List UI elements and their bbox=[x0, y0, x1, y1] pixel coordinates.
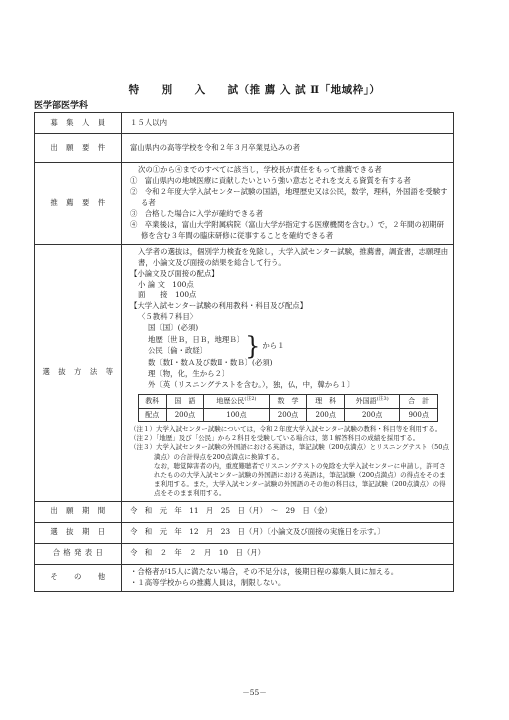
other-item: ・１高等学校からの推薦人員は，制限しない。 bbox=[130, 577, 286, 587]
value-exam-date: 令 和 元 年 12 月 23 日（月）〔小論文及び面接の実施日を示す。〕 bbox=[122, 522, 454, 543]
score-table bbox=[138, 394, 438, 422]
score-header-cell: 国 語 bbox=[166, 395, 204, 408]
selection-intro: 入学者の選抜は，個別学力検査を免除し，大学入試センター試験，推薦書，調査書，志願理由書，小論文及び面接の結果を総合して行う。 bbox=[138, 246, 449, 267]
score-header-cell: 合 計 bbox=[400, 395, 438, 408]
label-result-date: 合 格 発 表 日 bbox=[35, 543, 122, 564]
note-2: （注２）「地歴」及び「公民」から２科目を受験している場合は，第１解答科目の成績を採用する。 bbox=[130, 434, 420, 443]
score-header-cell: 数 学 bbox=[269, 395, 307, 408]
row-app-period bbox=[35, 501, 454, 522]
subject-choice-group bbox=[130, 331, 449, 361]
center-header: 【大学入試センター試験の利用教科・科目及び配点】 bbox=[130, 301, 308, 311]
score-header-text: 外国語 bbox=[355, 397, 377, 406]
value-selection bbox=[122, 244, 454, 501]
subject-civics: 公民〔倫・政経〕 bbox=[148, 346, 208, 356]
label-exam-date: 選 抜 期 日 bbox=[35, 522, 122, 543]
note-3: （注３）大学入試センター試験の外国語における英語は，筆記試験（200点満点）とリスニングテスト（50点満点）の合計得点を200点満点に換算する。 bbox=[130, 443, 449, 461]
score-cell: 900点 bbox=[400, 408, 438, 421]
department-heading: 医学部医学科 bbox=[34, 101, 89, 111]
value-result-date: 令 和 ２ 年 ２ 月 10 日（月） bbox=[122, 543, 454, 564]
subject-foreign: 外〔英（リスニングテストを含む。），独，仏，中，韓から１〕 bbox=[148, 380, 355, 390]
label-selection: 選 抜 方 法 等 bbox=[35, 244, 122, 501]
score-table-row bbox=[139, 408, 438, 421]
row-other bbox=[35, 564, 454, 591]
score-table-header bbox=[139, 395, 438, 408]
score-header-text: 地歴公民 bbox=[216, 397, 245, 406]
label-app-period: 出 願 期 間 bbox=[35, 501, 122, 522]
page-title: 特 別 入 試（推 薦 入 試 Ⅱ「地域枠」） bbox=[128, 84, 381, 96]
row-exam-date bbox=[35, 522, 454, 543]
score-cell: 100点 bbox=[204, 408, 269, 421]
value-app-period: 令 和 元 年 11 月 25 日（月） ～ 29 日（金） bbox=[122, 501, 454, 522]
note-3-continued: なお，聴覚障害者の内，重度難聴者でリスニングテストの免除を大学入試センターに申請し，許可されたものの大学入試センター試験の外国語における英語は，筆記試験（200点満点）の得点をそのまま利用する。また，大学入試センター試験の外国語のその他の科目は，筆記試験（200点満点）の得点をそのまま利用する。 bbox=[154, 461, 446, 498]
admission-table bbox=[34, 112, 454, 592]
subject-geo-history: 地歴〔世Ｂ，日Ｂ，地理Ｂ〕 bbox=[148, 335, 245, 345]
score-header-cell bbox=[204, 395, 269, 408]
value-eligibility: 富山県内の高等学校を令和２年３月卒業見込みの者 bbox=[122, 134, 454, 163]
other-item: ・合格者が15人に満たない場合，その不足分は，後期日程の募集人員に加える。 bbox=[130, 566, 399, 576]
label-quota: 募 集 人 員 bbox=[35, 113, 122, 134]
row-quota bbox=[35, 113, 454, 134]
score-cell: 200点 bbox=[269, 408, 307, 421]
row-eligibility bbox=[35, 134, 454, 163]
row-result-date bbox=[35, 543, 454, 564]
score-cell: 200点 bbox=[166, 408, 204, 421]
recommendation-item: ① 富山県内の地域医療に貢献したいという強い意志とそれを支える資質を有する者 bbox=[130, 175, 411, 185]
score-header-cell bbox=[345, 395, 400, 408]
value-quota: １５人以内 bbox=[122, 113, 454, 134]
subject-math: 数〔数Ⅰ・数Ａ及び数Ⅱ・数Ｂ〕(必須) bbox=[148, 358, 273, 368]
recommendation-intro: 次の①から④までのすべてに該当し，学校長が責任をもって推薦できる者 bbox=[138, 165, 382, 174]
value-recommendation bbox=[122, 163, 454, 245]
note-mark: (注2) bbox=[244, 396, 257, 403]
score-cell: 200点 bbox=[345, 408, 400, 421]
recommendation-item: ③ 合格した場合に入学が確約できる者 bbox=[130, 208, 264, 218]
brace-icon: } bbox=[245, 331, 261, 361]
note-mark: (注3) bbox=[376, 396, 389, 403]
page-number: －55－ bbox=[242, 688, 267, 697]
score-cell: 配点 bbox=[139, 408, 167, 421]
label-other: そ の 他 bbox=[35, 564, 122, 591]
label-recommendation: 推 薦 要 件 bbox=[35, 163, 122, 245]
interview-score: 面 接 100点 bbox=[138, 290, 197, 300]
row-recommendation bbox=[35, 163, 454, 245]
label-eligibility: 出 願 要 件 bbox=[35, 134, 122, 163]
recommendation-item: ④ 卒業後は，富山大学附属病院（富山大学が指定する医療機関を含む。）で，２年間の初期研修を含む３年間の臨床研修に従事することを確約できる者 bbox=[130, 219, 444, 240]
subject-science: 理〔物，化，生から２〕 bbox=[148, 369, 230, 379]
score-header-cell: 教科 bbox=[139, 395, 167, 408]
note-1: （注１）大学入試センター試験については，令和２年度大学入試センター試験の教科・科目等を利用する。 bbox=[130, 424, 442, 433]
recommendation-item: ② 令和２年度大学入試センター試験の国語，地理歴史又は公民，数学，理科，外国語を受験する者 bbox=[130, 186, 448, 207]
subject-japanese: 国〔国〕(必須) bbox=[148, 323, 199, 333]
score-header-cell: 理 科 bbox=[307, 395, 345, 408]
essay-score: 小 論 文 100点 bbox=[138, 279, 194, 289]
choose-one-label: から１ bbox=[262, 340, 285, 350]
value-other bbox=[122, 564, 454, 591]
score-cell: 200点 bbox=[307, 408, 345, 421]
subjects-title: 〈５教科７科目〉 bbox=[138, 312, 198, 322]
essay-header: 【小論文及び面接の配点】 bbox=[130, 268, 219, 278]
row-selection bbox=[35, 244, 454, 501]
